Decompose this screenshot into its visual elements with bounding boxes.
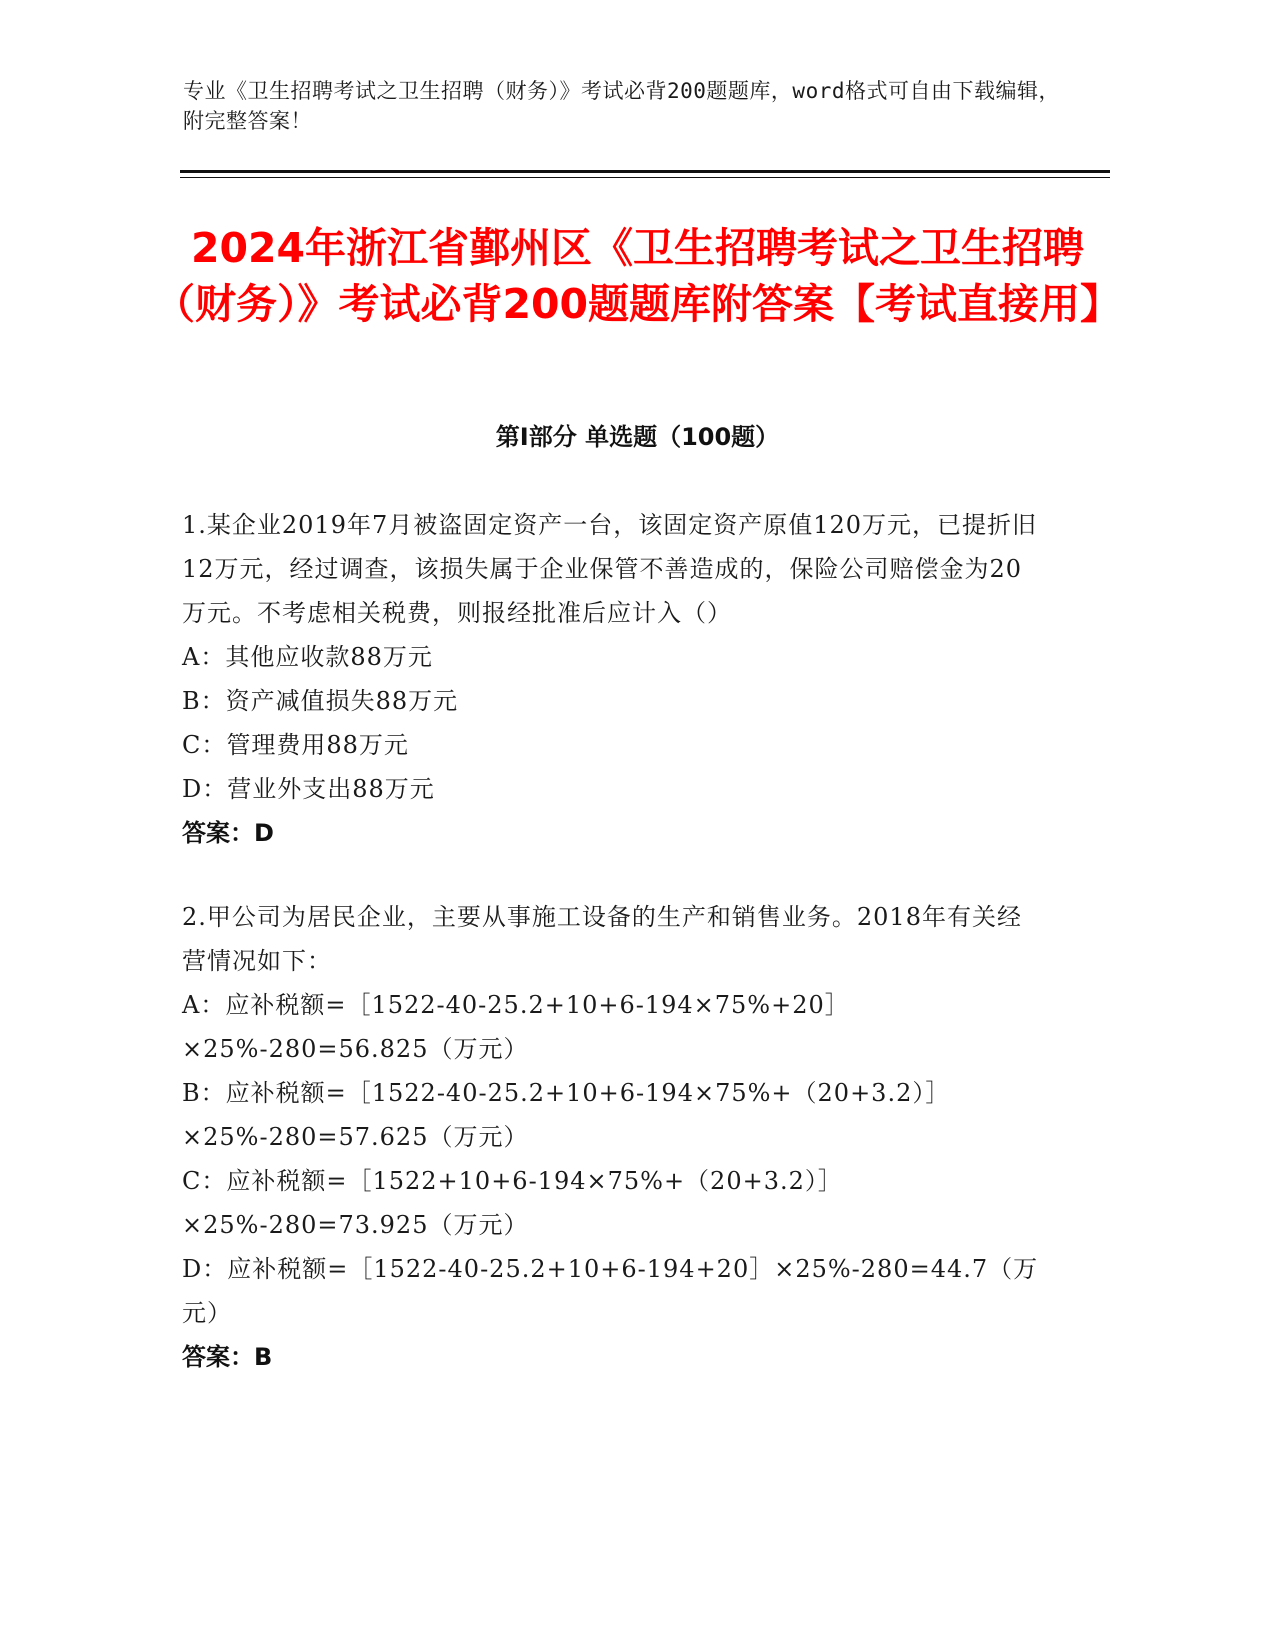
header-note: 专业《卫生招聘考试之卫生招聘（财务）》考试必背200题题库，word格式可自由下载编辑，附完整答案！ — [183, 79, 1060, 133]
option-d: D：营业外支出88万元 — [182, 775, 435, 803]
answer: 答案：B — [182, 1343, 273, 1371]
header-divider-thick — [180, 170, 1110, 173]
answer: 答案：D — [182, 819, 274, 847]
option-c: C：管理费用88万元 — [182, 731, 409, 759]
option-d: D：应补税额=［1522-40-25.2+10+6-194+20］×25%-280=44.7（万元） — [182, 1255, 1039, 1327]
header-divider-thin — [180, 177, 1110, 178]
option-a: A：其他应收款88万元 — [182, 643, 433, 671]
question-1 — [182, 503, 1042, 855]
option-c: C：应补税额=［1522+10+6-194×75%+（20+3.2）］×25%-280=73.925（万元） — [182, 1167, 843, 1239]
section-heading: 第Ⅰ部分 单选题（100题） — [495, 423, 780, 451]
question-stem: 1.某企业2019年7月被盗固定资产一台，该固定资产原值120万元，已提折旧12万元，经过调查，该损失属于企业保管不善造成的，保险公司赔偿金为20万元。不考虑相关税费，则报经批准后应计入（） — [182, 511, 1038, 627]
option-b: B：应补税额=［1522-40-25.2+10+6-194×75%+（20+3.2）］×25%-280=57.625（万元） — [182, 1079, 951, 1151]
question-stem: 2.甲公司为居民企业，主要从事施工设备的生产和销售业务。2018年有关经营情况如下： — [182, 903, 1022, 975]
document-title: 2024年浙江省鄞州区《卫生招聘考试之卫生招聘（财务）》考试必背200题题库附答案【考试直接用】 — [153, 224, 1122, 328]
question-2 — [182, 895, 1042, 1379]
option-a: A：应补税额=［1522-40-25.2+10+6-194×75%+20］×25%-280=56.825（万元） — [182, 991, 850, 1063]
option-b: B：资产减值损失88万元 — [182, 687, 459, 715]
